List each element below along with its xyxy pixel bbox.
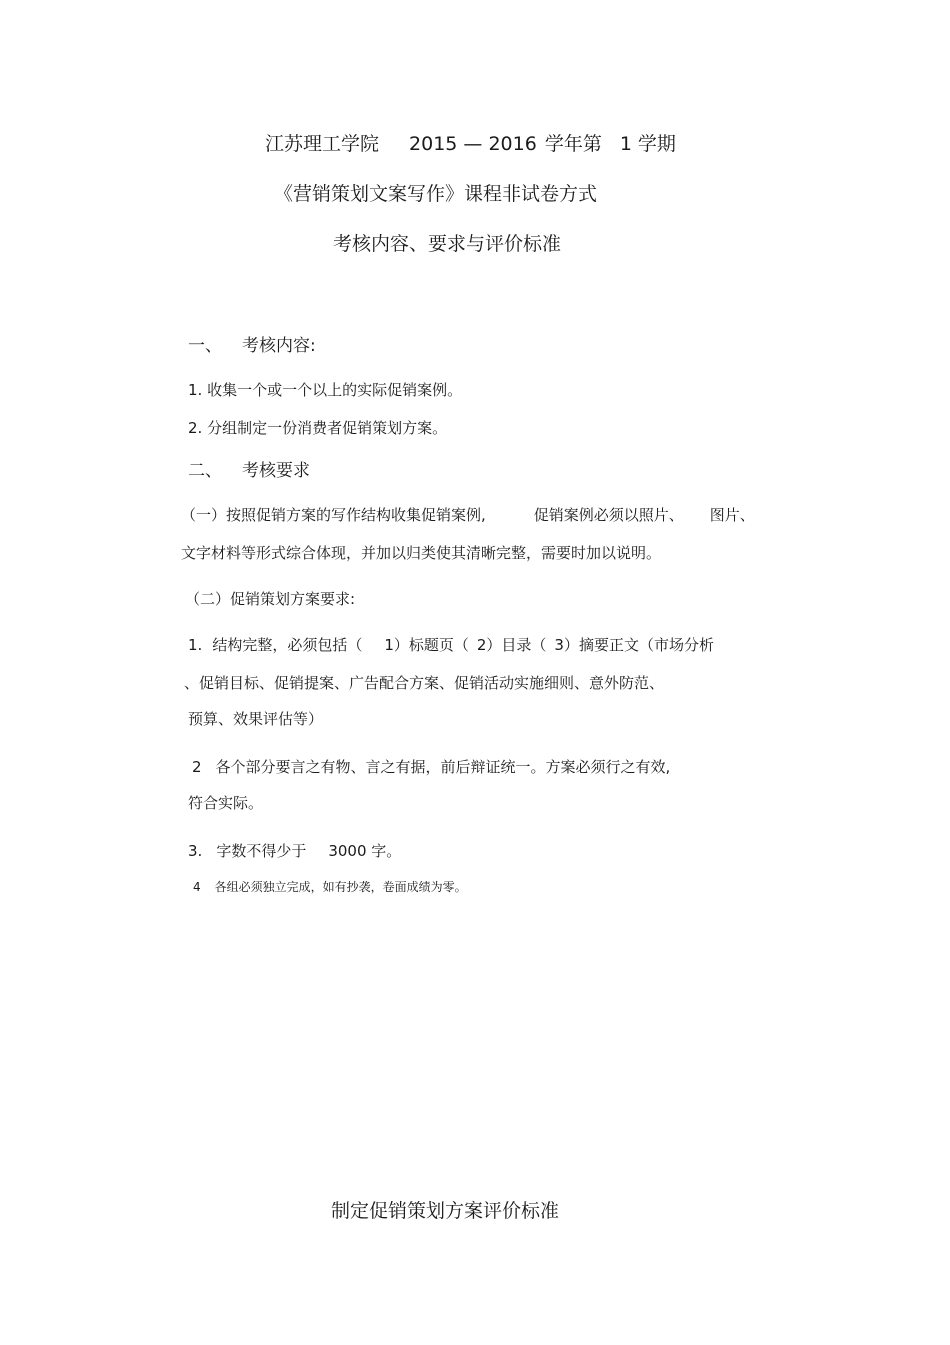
section2-title: 考核要求 bbox=[242, 461, 310, 481]
semester-prefix: 学年第 bbox=[544, 133, 602, 155]
part2-item2-line1 bbox=[192, 758, 670, 776]
item1-text-d: 2）目录（ bbox=[476, 636, 547, 654]
year-range: 2015 — 2016 bbox=[409, 133, 537, 155]
item1-text-b: 结构完整，必须包括（ bbox=[212, 636, 363, 654]
item3-text-b: 字数不得少于 bbox=[216, 842, 307, 860]
subtitle: 考核内容、要求与评价标准 bbox=[333, 233, 562, 255]
header-line bbox=[265, 133, 676, 156]
semester-suffix: 学期 bbox=[637, 133, 676, 155]
part1-line2: 文字材料等形式综合体现，并加以归类使其清晰完整，需要时加以说明。 bbox=[181, 544, 662, 562]
part1-line1-a: （一）按照促销方案的写作结构收集促销案例, bbox=[181, 506, 486, 524]
institute-name: 江苏理工学院 bbox=[265, 133, 380, 155]
section1-item-1: 1. 收集一个或一个以上的实际促销案例。 bbox=[188, 381, 463, 399]
item3-number: 3. bbox=[188, 842, 203, 860]
part2-item1-line1 bbox=[188, 636, 714, 654]
item4-text-b: 各组必须独立完成，如有抄袭，卷面成绩为零。 bbox=[214, 880, 467, 894]
section1-item-2: 2. 分组制定一份消费者促销策划方案。 bbox=[188, 419, 448, 437]
part2-item3 bbox=[188, 842, 401, 860]
part1-line1 bbox=[181, 506, 755, 524]
semester-number: 1 bbox=[619, 133, 632, 155]
part1-line1-b: 促销案例必须以照片、 bbox=[533, 506, 684, 524]
section1-title: 考核内容: bbox=[242, 336, 316, 356]
section1-heading bbox=[188, 336, 316, 356]
part2-item1-line3: 预算、效果评估等） bbox=[188, 710, 324, 728]
item2-text-b: 各个部分要言之有物、言之有据，前后辩证统一。方案必须行之有效, bbox=[215, 758, 671, 776]
section2-number: 二、 bbox=[188, 461, 222, 481]
item1-number: 1. bbox=[188, 636, 203, 654]
item2-number: 2 bbox=[192, 758, 202, 776]
part2-item2-line2: 符合实际。 bbox=[188, 794, 264, 812]
course-line: 《营销策划文案写作》课程非试卷方式 bbox=[274, 183, 598, 205]
part2-item4 bbox=[193, 880, 467, 894]
part2-title: （二）促销策划方案要求: bbox=[185, 590, 356, 608]
part2-item1-line2: 、促销目标、促销提案、广告配合方案、促销活动实施细则、意外防范、 bbox=[184, 674, 665, 692]
section2-heading bbox=[188, 461, 310, 481]
part1-line1-c: 图片、 bbox=[709, 506, 755, 524]
item1-text-e: 3）摘要正文（市场分析 bbox=[554, 636, 714, 654]
item3-text-c: 3000 字。 bbox=[328, 842, 402, 860]
item4-number: 4 bbox=[193, 880, 201, 894]
evaluation-standard-title: 制定促销策划方案评价标准 bbox=[331, 1200, 560, 1222]
section1-number: 一、 bbox=[188, 336, 222, 356]
item1-text-c: 1）标题页（ bbox=[384, 636, 469, 654]
